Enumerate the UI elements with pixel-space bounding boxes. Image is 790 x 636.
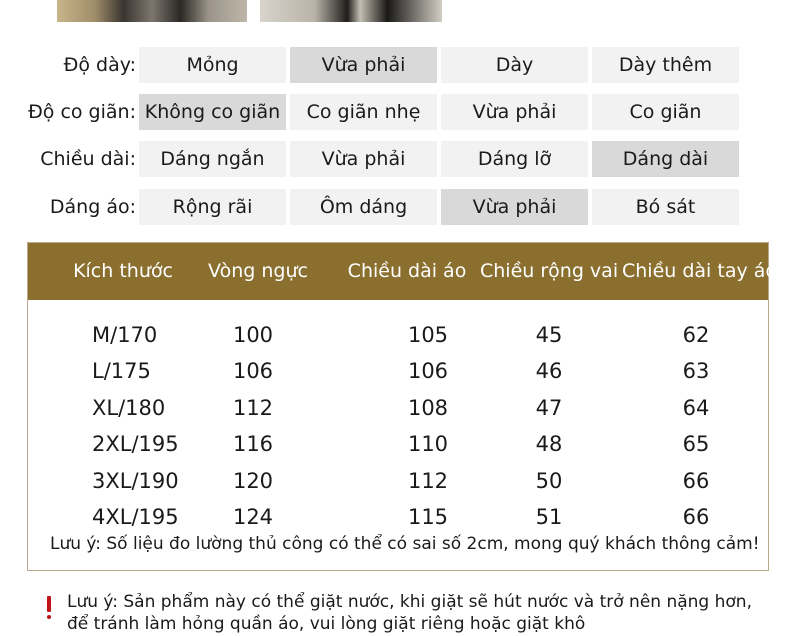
attribute-option: Dáng dài: [592, 141, 739, 177]
attribute-option: Vừa phải: [441, 94, 588, 130]
attribute-option: Vừa phải: [290, 47, 437, 83]
measurement-cell: 112: [232, 395, 274, 420]
size-cell: 3XL/190: [92, 468, 179, 493]
measurement-cell: 120: [232, 468, 274, 493]
warning-line-1: Lưu ý: Sản phẩm này có thể giặt nước, khi giặt sẽ hút nước và trở nên nặng hơn,: [67, 592, 752, 612]
attribute-option: Không co giãn: [139, 94, 286, 130]
measurement-cell: 105: [407, 323, 449, 347]
measurement-cell: 51: [535, 505, 563, 529]
product-photo-strip: [0, 0, 790, 24]
measurement-cell: 116: [232, 432, 274, 457]
measurement-cell: 48: [535, 432, 563, 457]
attribute-option: Mỏng: [139, 47, 286, 83]
header-chest: Vòng ngực: [208, 260, 308, 282]
washing-warning: [67, 591, 752, 635]
attribute-label: Độ dày:: [63, 54, 136, 76]
measurement-cell: 50: [535, 468, 563, 493]
size-chart-header: [28, 243, 778, 300]
measurement-cell: 64: [682, 395, 710, 420]
measurement-cell: 110: [407, 432, 449, 457]
product-photo-left: [57, 0, 247, 22]
measurement-cell: 106: [407, 359, 449, 384]
attribute-row-thickness: [0, 47, 790, 83]
attribute-option: Vừa phải: [290, 141, 437, 177]
attribute-label: Dáng áo:: [49, 196, 136, 218]
attribute-option: Dày thêm: [592, 47, 739, 83]
measurement-cell: 115: [407, 505, 449, 529]
size-cell: 2XL/195: [92, 432, 179, 457]
measurement-cell: 124: [232, 505, 274, 529]
size-chart: [27, 242, 778, 571]
measurement-cell: 63: [682, 359, 710, 384]
measurement-cell: 66: [682, 468, 710, 493]
attribute-option: Dáng lỡ: [441, 141, 588, 177]
attribute-option: Rộng rãi: [139, 189, 286, 225]
attribute-row-fit: [0, 189, 790, 225]
measurement-cell: 62: [682, 323, 710, 347]
measurement-cell: 65: [682, 432, 710, 457]
measurement-cell: 106: [232, 359, 274, 384]
header-length: Chiều dài áo: [347, 260, 467, 282]
attribute-option: Co giãn: [592, 94, 739, 130]
header-shoulder: Chiều rộng vai: [480, 260, 619, 282]
measurement-cell: 100: [232, 323, 274, 347]
size-cell: XL/180: [92, 395, 166, 420]
attribute-option: Vừa phải: [441, 189, 588, 225]
size-cell: M/170: [92, 323, 158, 347]
size-cell: 4XL/195: [92, 505, 179, 529]
product-photo-right: [260, 0, 442, 22]
measurement-note: Lưu ý: Số liệu đo lường thủ công có thể có sai số 2cm, mong quý khách thông cảm!: [50, 534, 760, 554]
measurement-cell: 66: [682, 505, 710, 529]
measurement-cell: 47: [535, 395, 563, 420]
attribute-option: Co giãn nhẹ: [290, 94, 437, 130]
header-sleeve: Chiều dài tay áo: [622, 260, 778, 282]
header-size: Kích thước: [73, 260, 173, 282]
attribute-option: Ôm dáng: [290, 189, 437, 225]
exclamation-icon: [45, 596, 53, 622]
attribute-option: Bó sát: [592, 189, 739, 225]
warning-line-2: để tránh làm hỏng quần áo, vui lòng giặt riêng hoặc giặt khô: [67, 614, 586, 634]
size-cell: L/175: [92, 359, 151, 384]
attribute-row-length: [0, 141, 790, 177]
measurement-cell: 45: [535, 323, 563, 347]
attribute-option: Dáng ngắn: [139, 141, 286, 177]
attribute-row-elasticity: [0, 94, 790, 130]
measurement-cell: 46: [535, 359, 563, 384]
measurement-cell: 112: [407, 468, 449, 493]
measurement-cell: 108: [407, 395, 449, 420]
attribute-option: Dày: [441, 47, 588, 83]
attribute-label: Độ co giãn:: [28, 101, 136, 123]
attribute-label: Chiều dài:: [40, 148, 136, 170]
